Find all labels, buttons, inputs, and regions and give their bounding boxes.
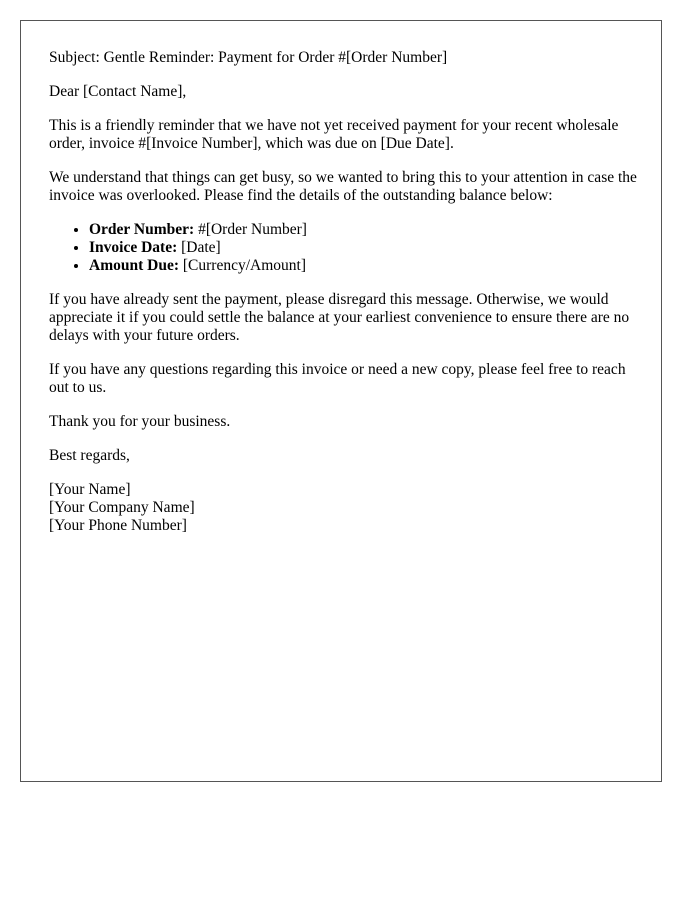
paragraph-reminder: This is a friendly reminder that we have not yet received payment for your recent wholesale order, invoice #[Invoice Number], which was due on [Due Date]. [49,117,619,152]
balance-details-list [49,221,649,275]
detail-amount-due [89,257,649,275]
signature-block [49,481,649,535]
detail-value: [Date] [177,239,221,256]
closing-line: Best regards, [49,447,130,464]
detail-invoice-date [89,239,649,257]
signature-company: [Your Company Name] [49,499,195,516]
letter-page [20,20,662,782]
paragraph-disregard: If you have already sent the payment, please disregard this message. Otherwise, we would appreciate it if you could settle the balance at your earliest convenience to ensure there are no delays with your future orders. [49,291,630,344]
signature-name: [Your Name] [49,481,131,498]
detail-label: Invoice Date: [89,239,178,256]
signature-phone: [Your Phone Number] [49,517,187,534]
detail-value: [Currency/Amount] [179,257,306,274]
greeting: Dear [Contact Name], [49,83,187,100]
detail-order-number [89,221,649,239]
paragraph-questions: If you have any questions regarding this invoice or need a new copy, please feel free to reach out to us. [49,361,626,396]
letter-body [49,49,649,535]
detail-label: Amount Due: [89,257,179,274]
detail-label: Order Number: [89,221,195,238]
paragraph-understanding: We understand that things can get busy, so we wanted to bring this to your attention in case the invoice was overlooked. Please find the details of the outstanding balance below: [49,169,637,204]
detail-value: #[Order Number] [194,221,307,238]
subject-line: Subject: Gentle Reminder: Payment for Order #[Order Number] [49,49,448,66]
thanks-line: Thank you for your business. [49,413,231,430]
